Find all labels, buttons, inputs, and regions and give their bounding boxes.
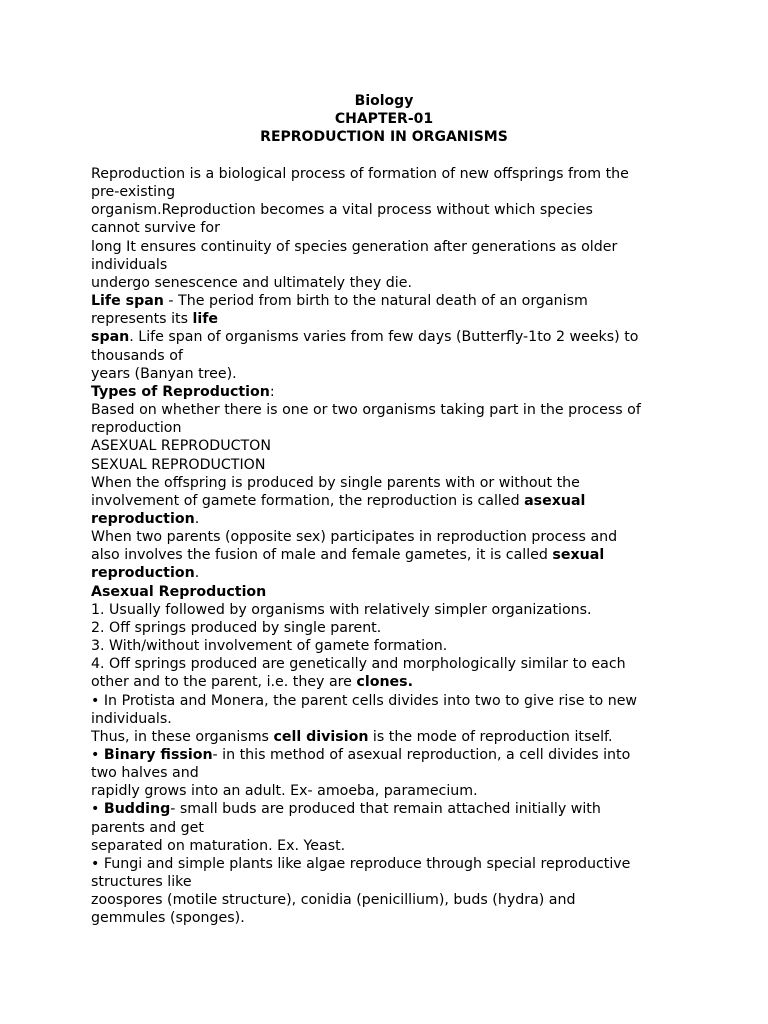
subject-heading: Biology bbox=[354, 93, 414, 109]
intro-line: organism.Reproduction becomes a vital process without which species bbox=[91, 202, 593, 219]
intro-line: undergo senescence and ultimately they die. bbox=[91, 274, 412, 291]
intro-line: cannot survive for bbox=[91, 220, 220, 237]
life-span-line: represents its life bbox=[91, 311, 219, 328]
life-span-line: thousands of bbox=[91, 347, 183, 364]
asexual-point: other and to the parent, i.e. they are clones. bbox=[91, 674, 413, 691]
intro-line: Reproduction is a biological process of formation of new offsprings from the bbox=[91, 166, 629, 182]
types-item-sexual: SEXUAL REPRODUCTION bbox=[91, 456, 266, 473]
budding-line: • Budding- small buds are produced that remain attached initially with bbox=[91, 801, 601, 818]
asexual-section-heading: Asexual Reproduction bbox=[91, 583, 267, 600]
protista-line: Thus, in these organisms cell division is the mode of reproduction itself. bbox=[91, 728, 613, 745]
sexual-definition-line: When two parents (opposite sex) participates in reproduction process and bbox=[91, 529, 618, 546]
asexual-point: 3. With/without involvement of gamete formation. bbox=[91, 638, 448, 655]
document-body bbox=[91, 165, 691, 928]
asexual-point: 2. Off springs produced by single parent. bbox=[91, 619, 382, 636]
fungi-line: zoospores (motile structure), conidia (penicillium), buds (hydra) and bbox=[91, 892, 576, 909]
binary-fission-line: rapidly grows into an adult. Ex- amoeba, paramecium. bbox=[91, 783, 478, 800]
asexual-point: 1. Usually followed by organisms with relatively simpler organizations. bbox=[91, 601, 592, 618]
life-span-line: Life span - The period from birth to the natural death of an organism bbox=[91, 293, 588, 310]
fungi-line: gemmules (sponges). bbox=[91, 910, 245, 927]
asexual-definition-line: When the offspring is produced by single parents with or without the bbox=[91, 474, 580, 491]
intro-line: long It ensures continuity of species generation after generations as older bbox=[91, 238, 618, 255]
binary-fission-line: • Binary fission- in this method of asexual reproduction, a cell divides into bbox=[91, 747, 631, 763]
types-line: Based on whether there is one or two organisms taking part in the process of bbox=[91, 402, 641, 419]
types-item-asexual: ASEXUAL REPRODUCTON bbox=[91, 438, 271, 455]
binary-fission-line: two halves and bbox=[91, 765, 199, 782]
chapter-heading: CHAPTER-01 bbox=[334, 111, 434, 127]
budding-line: parents and get bbox=[91, 819, 204, 836]
page-title: REPRODUCTION IN ORGANISMS bbox=[260, 129, 508, 145]
types-line: reproduction bbox=[91, 420, 182, 437]
fungi-line: structures like bbox=[91, 874, 192, 891]
protista-line: individuals. bbox=[91, 710, 172, 727]
intro-line: individuals bbox=[91, 256, 168, 273]
life-span-line: span. Life span of organisms varies from few days (Butterfly-1to 2 weeks) to bbox=[91, 329, 639, 346]
types-heading: Types of Reproduction: bbox=[91, 383, 275, 400]
asexual-definition-line: involvement of gamete formation, the reproduction is called asexual bbox=[91, 492, 586, 509]
asexual-definition-line: reproduction. bbox=[91, 510, 200, 527]
protista-line: • In Protista and Monera, the parent cells divides into two to give rise to new bbox=[91, 692, 638, 709]
budding-line: separated on maturation. Ex. Yeast. bbox=[91, 837, 346, 854]
life-span-term: Life span bbox=[91, 293, 164, 310]
fungi-line: • Fungi and simple plants like algae reproduce through special reproductive bbox=[91, 855, 631, 872]
intro-line: pre-existing bbox=[91, 184, 176, 201]
life-span-line: years (Banyan tree). bbox=[91, 365, 237, 382]
sexual-definition-line: also involves the fusion of male and female gametes, it is called sexual bbox=[91, 547, 605, 564]
sexual-definition-line: reproduction. bbox=[91, 565, 200, 582]
asexual-point: 4. Off springs produced are genetically and morphologically similar to each bbox=[91, 656, 626, 673]
